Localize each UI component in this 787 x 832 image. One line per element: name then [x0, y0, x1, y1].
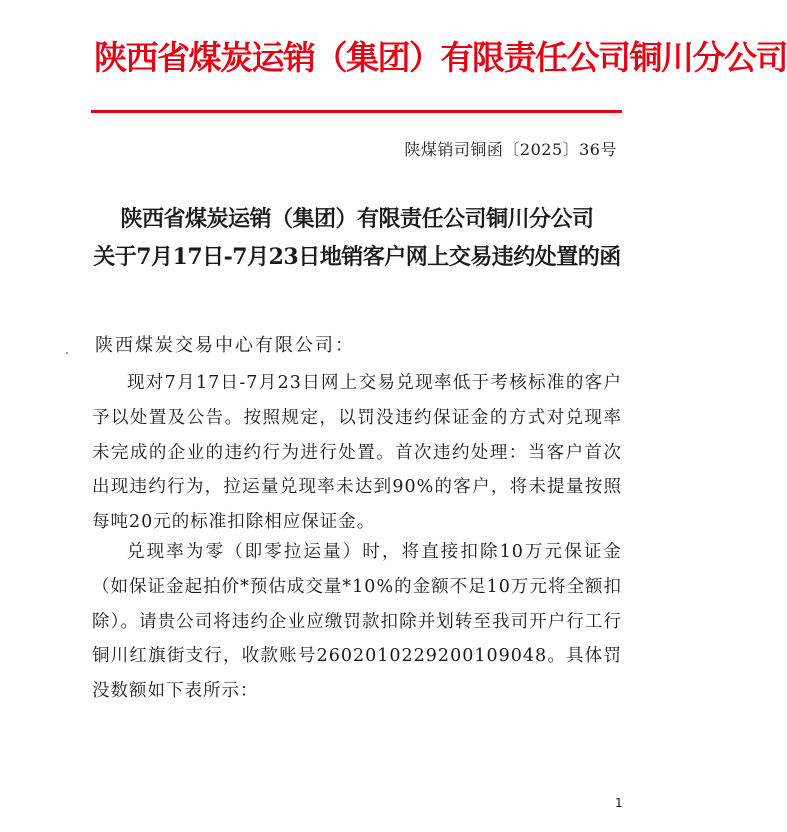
addressee: 陕西煤炭交易中心有限公司： [95, 335, 355, 356]
scan-speck [66, 352, 68, 354]
page-number: 1 [615, 796, 623, 810]
document-title-line-1: 陕西省煤炭运销（集团）有限责任公司铜川分公司 [120, 206, 594, 232]
body-paragraph-2: 兑现率为零（即零拉运量）时，将直接扣除10万元保证金（如保证金起拍价*预估成交量*10%的金额不足10万元将全额扣除）。请贵公司将违约企业应缴罚款扣除并划转至我司开户行工行铜川红旗街支行，收款账号2602010229200109048。具体罚没数额如下表所示： [92, 542, 622, 702]
letterhead-red-rule [91, 110, 622, 113]
document-number: 陕煤销司铜函〔2025〕36号 [404, 140, 617, 159]
letterhead-title: 陕西省煤炭运销（集团）有限责任公司铜川分公司 [94, 38, 787, 77]
document-title-line-2: 关于7月17日-7月23日地销客户网上交易违约处置的函 [93, 244, 621, 270]
body-paragraph-1: 现对7月17日-7月23日网上交易兑现率低于考核标准的客户予以处置及公告。按照规定，以罚没违约保证金的方式对兑现率未完成的企业的违约行为进行处置。首次违约处理：当客户首次出现违约行为，拉运量兑现率未达到90%的客户，将未提量按照每吨20元的标准扣除相应保证金。 [92, 373, 622, 533]
document-title [92, 200, 622, 276]
